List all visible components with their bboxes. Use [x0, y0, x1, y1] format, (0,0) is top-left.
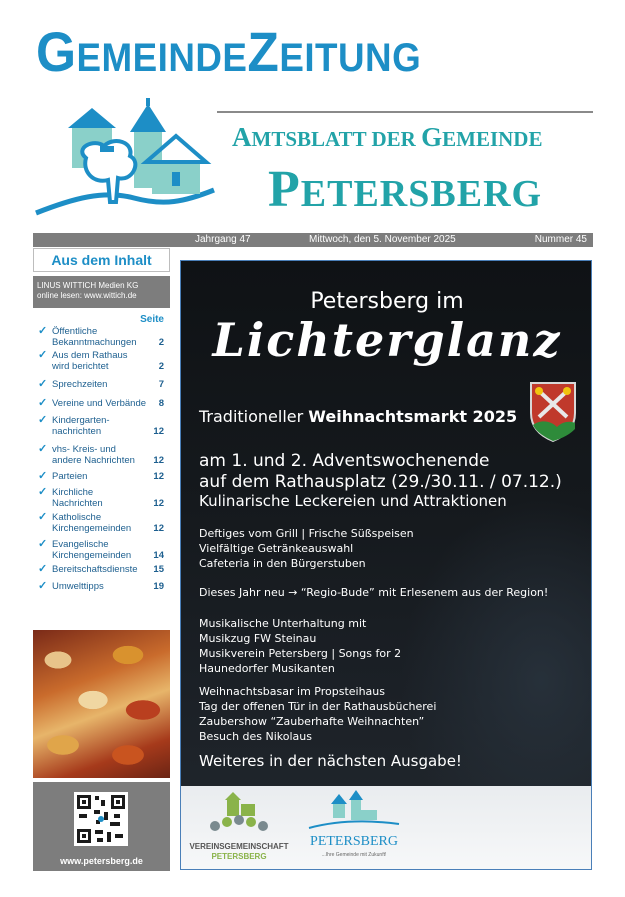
- toc-item-page: 12: [153, 455, 164, 466]
- dates-line: am 1. und 2. Adventswochenende: [199, 451, 490, 471]
- vereinsgemeinschaft-logo: [187, 792, 291, 866]
- toc-item-label: Kirchengemeinden: [52, 523, 132, 534]
- petersberg-logo-name: PETERSBERG: [310, 834, 398, 849]
- market-heading: [199, 407, 517, 426]
- toc-item[interactable]: [33, 350, 170, 379]
- event-line: Besuch des Nikolaus: [199, 730, 313, 743]
- subtitle-part-etersberg: ETERSBERG: [300, 173, 543, 215]
- toc-item[interactable]: [33, 581, 170, 598]
- poster-title-line1: Petersberg im: [310, 289, 464, 314]
- check-icon: ✓: [38, 580, 48, 592]
- coat-of-arms-icon: [527, 379, 579, 443]
- subtitle-part-mtsblatt: MTSBLATT DER: [251, 127, 422, 151]
- toc-item-label: vhs- Kreis- und: [52, 444, 116, 455]
- toc-item-label: Parteien: [52, 471, 88, 482]
- check-icon: ✓: [38, 563, 48, 575]
- music-line: Musikzug FW Steinau: [199, 632, 317, 645]
- check-icon: ✓: [38, 414, 48, 426]
- vereinsgemeinschaft-place: PETERSBERG: [211, 852, 267, 861]
- toc-item-label: Sprechzeiten: [52, 379, 108, 390]
- check-icon: ✓: [38, 397, 48, 409]
- petersberg-church-icon: [299, 790, 409, 830]
- church-logo-icon: [34, 98, 216, 220]
- toc-item-label: Katholische: [52, 512, 102, 523]
- subtitle-initial-p: P: [268, 161, 301, 218]
- event-line: Tag der offenen Tür in der Rathausbücherei: [199, 700, 437, 713]
- issue-number: Nummer 45: [534, 234, 587, 245]
- check-icon: ✓: [38, 470, 48, 482]
- toc-item[interactable]: [33, 471, 170, 487]
- toc-item-page: 2: [158, 361, 164, 372]
- petersberg-municipal-logo: [299, 790, 409, 866]
- poster-title-line2: Lichterglanz: [212, 313, 562, 367]
- subtitle-initial-a: A: [232, 122, 252, 152]
- sponsor-logos-band: [181, 786, 592, 870]
- autumn-leaves-image: [33, 630, 170, 778]
- toc-item-label: Evangelische: [52, 539, 109, 550]
- issue-volume: Jahrgang 47: [195, 234, 251, 245]
- food-line: Deftiges vom Grill | Frische Süßspeisen: [199, 527, 414, 540]
- contents-heading: Aus dem Inhalt: [33, 248, 170, 272]
- toc-item-page: 19: [153, 581, 164, 592]
- dates-line: auf dem Rathausplatz (29./30.11. / 07.12.): [199, 472, 562, 492]
- subtitle-part-emeinde: EMEINDE: [442, 127, 543, 151]
- new-item-line: Dieses Jahr neu → “Regio-Bude” mit Erlesenem aus der Region!: [199, 586, 549, 599]
- title-part-gemeinde: EMEINDE: [76, 36, 248, 80]
- toc-item-label: Öffentliche: [52, 326, 98, 337]
- toc-item[interactable]: [33, 444, 170, 471]
- toc-item-label: Nachrichten: [52, 498, 103, 509]
- toc-item-page: 12: [153, 523, 164, 534]
- toc-item[interactable]: [33, 415, 170, 444]
- toc-item[interactable]: [33, 487, 170, 512]
- subtitle-amtsblatt: [232, 120, 592, 156]
- contents-sidebar: [33, 248, 170, 871]
- toc-item-page: 2: [158, 337, 164, 348]
- music-line: Musikalische Unterhaltung mit: [199, 617, 367, 630]
- subtitle-initial-g: G: [421, 122, 443, 152]
- header-rule: [217, 111, 593, 113]
- check-icon: ✓: [38, 349, 48, 361]
- toc-item-page: 7: [158, 379, 164, 390]
- newspaper-title: [36, 20, 421, 90]
- toc-item-label: Kindergarten-: [52, 415, 110, 426]
- check-icon: ✓: [38, 378, 48, 390]
- toc-item-label: Aus dem Rathaus: [52, 350, 128, 361]
- toc-item-label: Umwelttipps: [52, 581, 104, 592]
- check-icon: ✓: [38, 325, 48, 337]
- christmas-market-poster: [180, 260, 592, 870]
- issue-date: Mittwoch, den 5. November 2025: [309, 234, 456, 245]
- toc-item-page: 15: [153, 564, 164, 575]
- toc-item-page: 12: [153, 498, 164, 509]
- toc-item[interactable]: [33, 512, 170, 539]
- music-line: Haunedorfer Musikanten: [199, 662, 335, 675]
- check-icon: ✓: [38, 486, 48, 498]
- toc-item-label: Bekanntmachungen: [52, 337, 137, 348]
- check-icon: ✓: [38, 443, 48, 455]
- toc-item-label: wird berichtet: [52, 361, 109, 372]
- publisher-name: LINUS WITTICH Medien KG: [37, 281, 139, 290]
- vereinsgemeinschaft-emblem-icon: [187, 792, 291, 838]
- toc-item-page: 12: [153, 426, 164, 437]
- check-icon: ✓: [38, 538, 48, 550]
- toc-item-label: Kirchengemeinden: [52, 550, 132, 561]
- toc-item[interactable]: [33, 379, 170, 398]
- toc-item[interactable]: [33, 539, 170, 564]
- food-line: Vielfältige Getränkeauswahl: [199, 542, 354, 555]
- title-initial-g: G: [36, 20, 77, 83]
- market-prefix: Traditioneller: [199, 407, 309, 426]
- subtitle-petersberg: [268, 160, 588, 224]
- toc-item[interactable]: [33, 564, 170, 581]
- table-of-contents: [33, 326, 170, 598]
- publisher-box: [33, 276, 170, 308]
- toc-item-page: 12: [153, 471, 164, 482]
- toc-item-label: Kirchliche: [52, 487, 94, 498]
- more-next-issue: Weiteres in der nächsten Ausgabe!: [199, 752, 462, 770]
- event-line: Zaubershow “Zauberhafte Weihnachten”: [199, 715, 425, 728]
- qr-code-icon[interactable]: [74, 792, 128, 846]
- music-line: Musikverein Petersberg | Songs for 2: [199, 647, 402, 660]
- title-initial-z: Z: [247, 20, 280, 83]
- toc-item[interactable]: [33, 398, 170, 415]
- qr-panel: [33, 782, 170, 871]
- toc-item-label: andere Nachrichten: [52, 455, 135, 466]
- website-url[interactable]: www.petersberg.de: [60, 856, 143, 866]
- event-line: Weihnachtsbasar im Propsteihaus: [199, 685, 386, 698]
- toc-item-page: 14: [153, 550, 164, 561]
- title-part-zeitung: EITUNG: [279, 36, 422, 80]
- toc-item-label: Bereitschaftsdienste: [52, 564, 138, 575]
- toc-item-page: 8: [158, 398, 164, 409]
- page-column-header: Seite: [140, 314, 164, 325]
- toc-item[interactable]: [33, 326, 170, 350]
- issue-info-bar: [33, 233, 593, 247]
- vereinsgemeinschaft-name: VEREINSGEMEINSCHAFT: [189, 842, 289, 851]
- market-name: Weihnachtsmarkt 2025: [308, 407, 518, 426]
- dates-line: Kulinarische Leckereien und Attraktionen: [199, 492, 507, 510]
- petersberg-tagline: ...Ihre Gemeinde mit Zukunft!: [321, 852, 387, 858]
- toc-item-label: Vereine und Verbände: [52, 398, 147, 409]
- toc-item-label: nachrichten: [52, 426, 102, 437]
- food-line: Cafeteria in den Bürgerstuben: [199, 557, 366, 570]
- publisher-online: online lesen: www.wittich.de: [37, 291, 137, 300]
- check-icon: ✓: [38, 511, 48, 523]
